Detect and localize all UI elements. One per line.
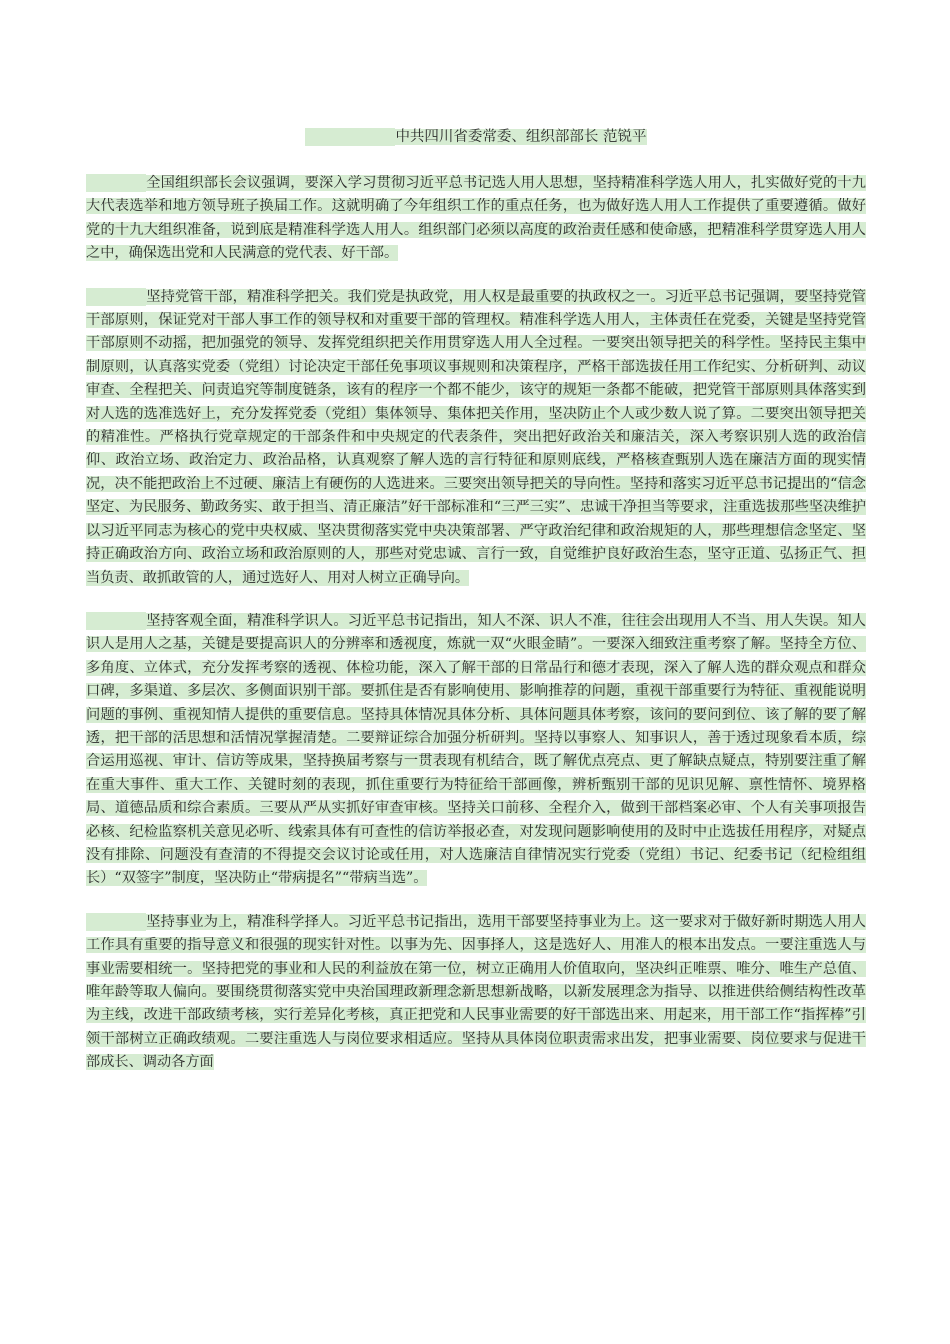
- paragraph-indent: [86, 612, 146, 630]
- paragraph-text: 全国组织部长会议强调，要深入学习贯彻习近平总书记选人用人思想，坚持精准科学选人用人，扎实做好党的十九大代表选举和地方领导班子换届工作。这就明确了今年组织工作的重点任务，也为做好选人用人工作提供了重要遵循。做好党的十九大组织准备，说到底是精准科学选人用人。组织部门必须以高度的政治责任感和使命感，把精准科学贯穿选人用人之中，确保选出党和人民满意的党代表、好干部。: [86, 175, 866, 262]
- paragraph-text: 坚持党管干部，精准科学把关。我们党是执政党，用人权是最重要的执政权之一。习近平总书记强调，要坚持党管干部原则，保证党对干部人事工作的领导权和对重要干部的管理权。精准科学选人用人，主体责任在党委，关键是坚持党管干部原则不动摇，把加强党的领导、发挥党组织把关作用贯穿选人用人全过程。一要突出领导把关的科学性。坚持民主集中制原则，认真落实党委（党组）讨论决定干部任免事项议事规则和决策程序，严格干部选拔任用工作纪实、分析研判、动议审查、全程把关、问责追究等制度链条，该有的程序一个都不能少，该守的规矩一条都不能破，把党管干部原则具体落实到对人选的选准选好上，充分发挥党委（党组）集体领导、集体把关作用，坚决防止个人或少数人说了算。二要突出领导把关的精准性。严格执行党章规定的干部条件和中央规定的代表条件，突出把好政治关和廉洁关，深入考察识别人选的政治信仰、政治立场、政治定力、政治品格，认真观察了解人选的言行特征和原则底线，严格核查甄别人选在廉洁方面的现实情况，决不能把政治上不过硬、廉洁上有硬伤的人选进来。三要突出领导把关的导向性。坚持和落实习近平总书记提出的“信念坚定、为民服务、勤政务实、敢于担当、清正廉洁”好干部标准和“三严三实”、忠诚干净担当等要求，注重选拔那些坚决维护以习近平同志为核心的党中央权威、坚决贯彻落实党中央决策部署、严守政治纪律和政治规矩的人，那些理想信念坚定、坚持正确政治方向、政治立场和政治原则的人，那些对党忠诚、言行一致，自觉维护良好政治生态，坚守正道、弘扬正气、担当负责、敢抓敢管的人，通过选好人、用对人树立正确导向。: [86, 288, 866, 586]
- paragraph-text: 坚持客观全面，精准科学识人。习近平总书记指出，知人不深、识人不准，往往会出现用人不当、用人失误。知人识人是用人之基，关键是要提高识人的分辨率和透视度，炼就一双“火眼金睛”。一要深入细致注重考察了解。坚持全方位、多角度、立体式，充分发挥考察的透视、体检功能，深入了解干部的日常品行和德才表现，深入了解人选的群众观点和群众口碑，多渠道、多层次、多侧面识别干部。要抓住是否有影响使用、影响推荐的问题，重视干部重要行为特征、重视能说明问题的事例、重视知情人提供的重要信息。坚持具体情况具体分析、具体问题具体考察，该问的要问到位、该了解的要了解透，把干部的活思想和活情况掌握清楚。二要辩证综合加强分析研判。坚持以事察人、知事识人，善于透过现象看本质，综合运用巡视、审计、信访等成果，坚持换届考察与一贯表现有机结合，既了解优点亮点、更了解缺点疑点，特别要注重了解在重大事件、重大工作、关键时刻的表现，抓住重要行为特征给干部画像，辨析甄别干部的见识见解、禀性情怀、境界格局、道德品质和综合素质。三要从严从实抓好审查审核。坚持关口前移、全程介入，做到干部档案必审、个人有关事项报告必核、纪检监察机关意见必听、线索具体有可查性的信访举报必查，对发现问题影响使用的及时中止选拔任用程序，对疑点没有排除、问题没有查清的不得提交会议讨论或任用，对人选廉洁自律情况实行党委（党组）书记、纪委书记（纪检组组长）“双签字”制度，坚决防止“带病提名”“带病当选”。: [86, 612, 866, 887]
- paragraph-indent: [86, 174, 146, 192]
- author-byline: [86, 124, 866, 150]
- paragraph-4: [86, 911, 866, 1075]
- document-page: [86, 124, 866, 1095]
- paragraph-3: [86, 610, 866, 891]
- paragraph-text: 坚持事业为上，精准科学择人。习近平总书记指出，选用干部要坚持事业为上。这一要求对于做好新时期选人用人工作具有重要的指导意义和很强的现实针对性。以事为先、因事择人，这是选好人、用准人的根本出发点。一要注重选人与事业需要相统一。坚持把党的事业和人民的利益放在第一位，树立正确用人价值取向，坚决纠正唯票、唯分、唯生产总值、唯年龄等取人偏向。要围绕贯彻落实党中央治国理政新理念新思想新战略，以新发展理念为指导、以推进供给侧结构性改革为主线，改进干部政绩考核，实行差异化考核，真正把党和人民事业需要的好干部选出来、用起来，用干部工作“指挥棒”引领干部树立正确政绩观。二要注重选人与岗位要求相适应。坚持从具体岗位职责需求出发，把事业需要、岗位要求与促进干部成长、调动各方面: [86, 913, 866, 1071]
- byline-text: 中共四川省委常委、组织部部长 范锐平: [395, 129, 647, 145]
- paragraph-indent: [86, 913, 146, 931]
- paragraph-indent: [86, 288, 146, 306]
- paragraph-1: [86, 172, 866, 266]
- byline-highlight-lead: [305, 128, 395, 146]
- paragraph-2: [86, 286, 866, 590]
